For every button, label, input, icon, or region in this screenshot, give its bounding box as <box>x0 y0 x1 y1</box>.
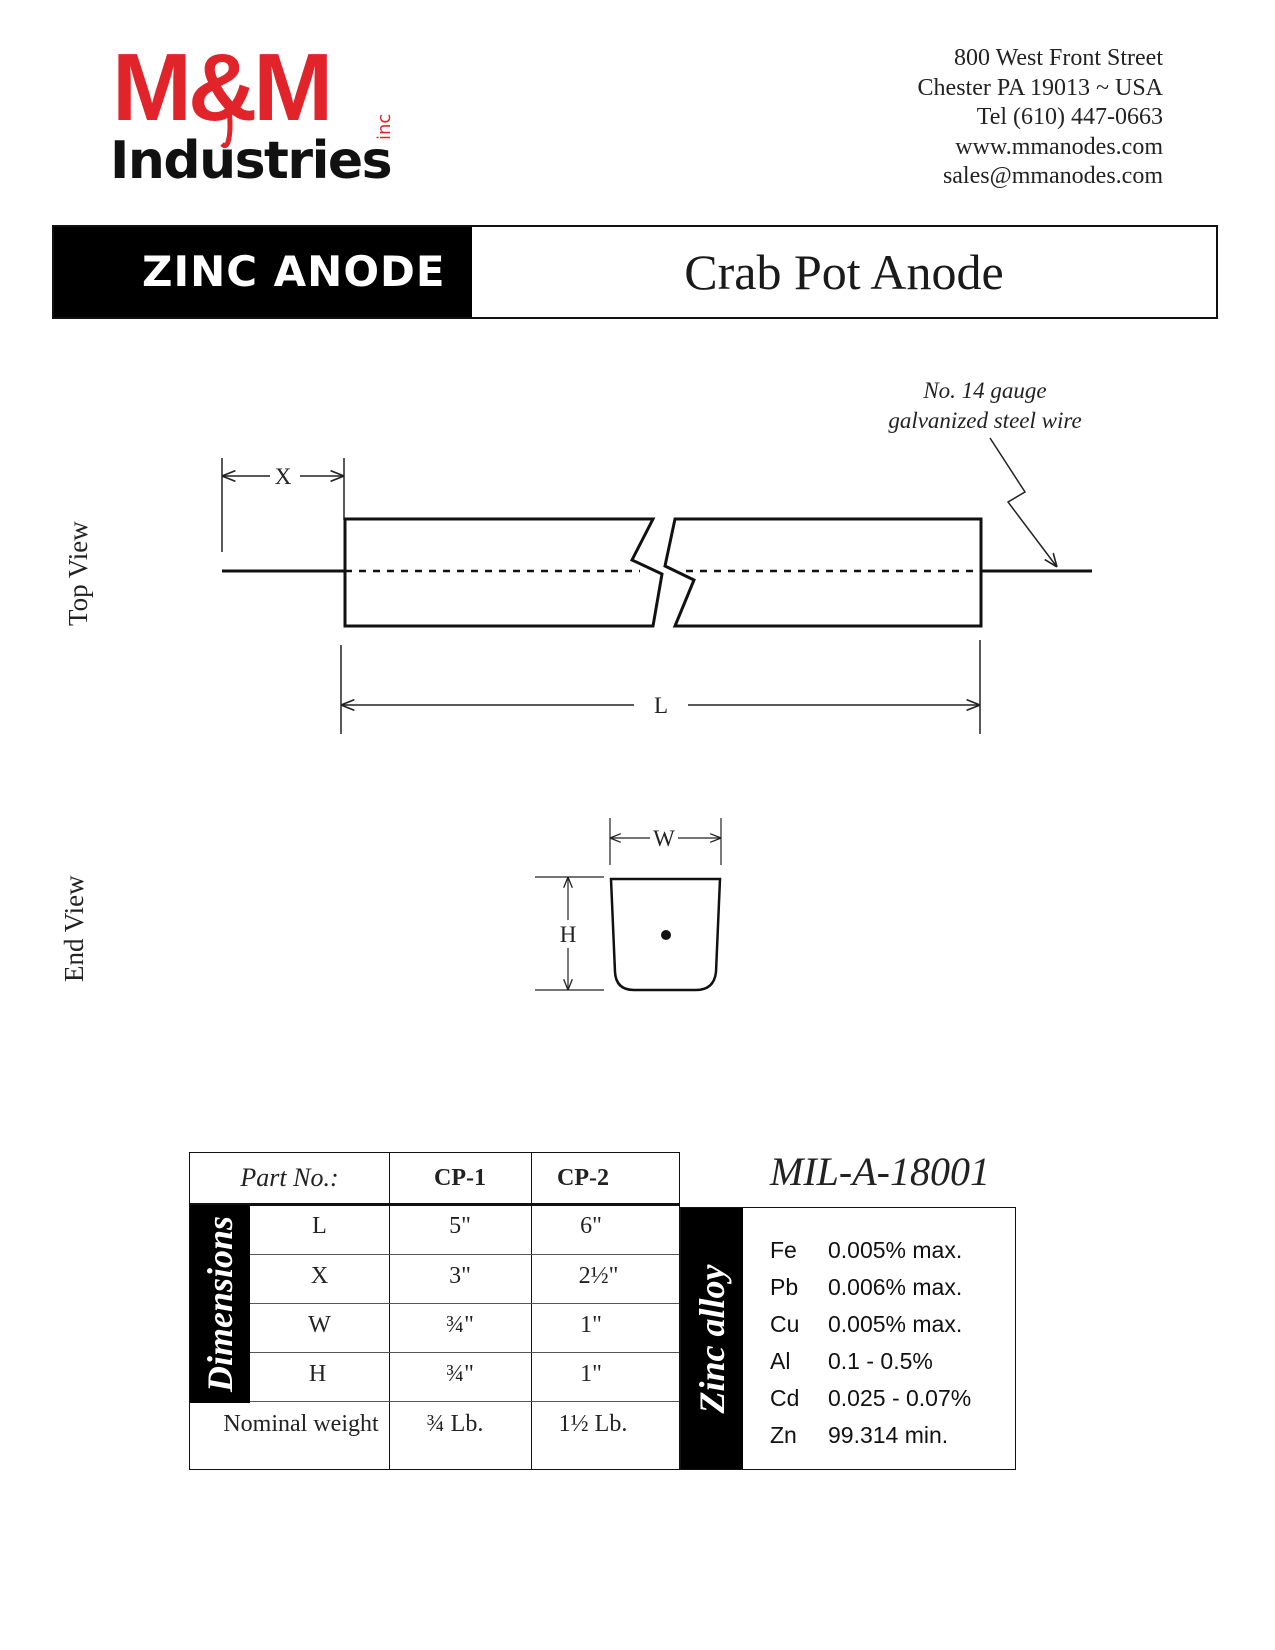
dim-row-label: X <box>310 1263 329 1289</box>
address-website[interactable]: www.mmanodes.com <box>955 133 1163 160</box>
weight-cp2: 1½ Lb. <box>558 1411 628 1437</box>
dim-row-rule-2 <box>250 1303 679 1304</box>
alloy-composition-box <box>680 1207 1016 1470</box>
dim-row-cp1: 5" <box>449 1213 471 1239</box>
w-dimension-label: W <box>653 826 675 851</box>
company-address <box>918 44 1163 192</box>
product-name: Crab Pot Anode <box>684 244 1004 300</box>
logo-inc: inc <box>374 113 395 140</box>
title-type-band <box>54 227 472 317</box>
anode-body-left <box>345 519 662 626</box>
address-email[interactable]: sales@mmanodes.com <box>942 163 1163 189</box>
dim-row-cp1: ¾" <box>446 1312 474 1338</box>
end-view-wire-dot <box>661 930 671 940</box>
dim-row-rule-3 <box>250 1352 679 1353</box>
dim-header-rule <box>190 1203 679 1206</box>
x-dimension-label: X <box>274 464 292 489</box>
part-no-label: Part No.: <box>240 1163 339 1192</box>
dim-row-cp1: ¾" <box>446 1361 474 1387</box>
dim-row-cp2: 1" <box>580 1361 602 1387</box>
h-dimension-label: H <box>559 922 577 947</box>
dimensions-band <box>190 1205 250 1403</box>
logo-mark: M&M <box>112 38 330 141</box>
alloy-row-zn: Zn 99.314 min. <box>770 1422 949 1448</box>
mil-spec-label: MIL-A-18001 <box>770 1149 990 1194</box>
dim-row-label: W <box>308 1312 331 1338</box>
dimensions-band-label: Dimensions <box>200 1215 240 1393</box>
part-cp1-header: CP-1 <box>434 1165 486 1191</box>
weight-cp1: ¾ Lb. <box>426 1411 484 1437</box>
anode-body-right <box>665 519 981 626</box>
dim-row-rule-4 <box>190 1401 679 1402</box>
dim-row-label: H <box>308 1361 327 1387</box>
dim-row-cp2: 1" <box>580 1312 602 1338</box>
part-cp2-header: CP-2 <box>557 1165 609 1191</box>
dim-row-label: L <box>312 1213 327 1239</box>
alloy-row-cu: Cu 0.005% max. <box>770 1311 963 1337</box>
logo-wordmark: Industries <box>110 131 392 191</box>
end-view-label: End View <box>59 875 89 982</box>
weight-label: Nominal weight <box>223 1411 379 1437</box>
wire-note-line2: galvanized steel wire <box>888 408 1082 433</box>
address-phone: Tel (610) 447-0663 <box>976 104 1163 130</box>
alloy-row-al: Al 0.1 - 0.5% <box>770 1348 933 1374</box>
alloy-band <box>681 1208 743 1469</box>
dim-row-cp2: 6" <box>580 1213 602 1239</box>
alloy-band-label: Zinc alloy <box>692 1264 732 1414</box>
company-logo <box>110 38 410 198</box>
wire-note-leader <box>990 438 1057 567</box>
product-type: ZINC ANODE <box>142 247 446 296</box>
dim-row-rule-1 <box>250 1254 679 1255</box>
address-city: Chester PA 19013 ~ USA <box>917 74 1163 101</box>
title-bar <box>52 225 1218 319</box>
alloy-row-cd: Cd 0.025 - 0.07% <box>770 1385 972 1411</box>
alloy-row-pb: Pb 0.006% max. <box>770 1274 963 1300</box>
top-view-label: Top View <box>63 521 93 626</box>
address-street: 800 West Front Street <box>954 45 1163 71</box>
dim-row-cp2: 2½" <box>578 1263 619 1289</box>
dimensions-table <box>189 1152 680 1470</box>
alloy-row-fe: Fe 0.005% max. <box>770 1237 963 1263</box>
wire-note-line1: No. 14 gauge <box>923 378 1047 403</box>
dim-row-cp1: 3" <box>449 1263 471 1289</box>
end-view-profile <box>611 879 720 990</box>
l-dimension-label: L <box>653 693 669 718</box>
